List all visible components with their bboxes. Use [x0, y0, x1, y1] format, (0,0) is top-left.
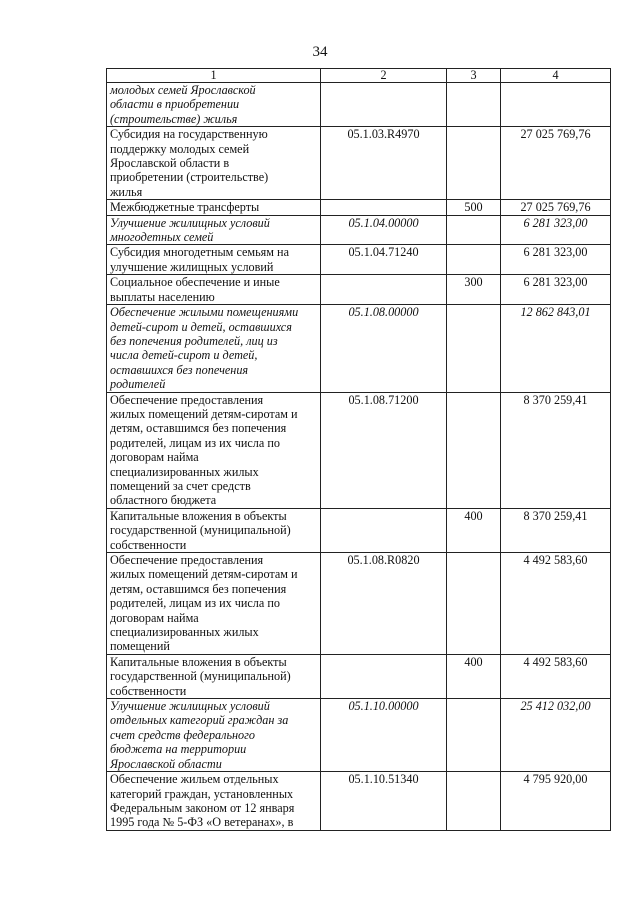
row-name-cell — [107, 127, 321, 200]
row-name-text: Улучшение жилищных условий отдельных категорий граждан за счет средств федерального бюджета на территории Ярославской области — [110, 699, 289, 771]
row-name-cell — [107, 553, 321, 655]
table-row — [107, 553, 611, 655]
row-type-cell — [447, 699, 501, 772]
row-type-cell: 300 — [447, 275, 501, 305]
row-name-text: Обеспечение предоставления жилых помещений детям-сиротам и детям, оставшимся без попечения родителей, лицам из их числа по договорам найма специализированных жилых помещений за счет средств областного бюджета — [110, 392, 298, 508]
column-header-name: 1 — [107, 69, 321, 83]
row-name-text: молодых семей Ярославской области в приобретении (строительстве) жилья — [110, 83, 256, 126]
row-amount-cell: 12 862 843,01 — [501, 305, 611, 392]
row-name-text: Капитальные вложения в объекты государственной (муниципальной) собственности — [110, 654, 291, 698]
row-code-cell: 05.1.08.71200 — [321, 392, 447, 508]
table-row — [107, 200, 611, 215]
row-name-text: Капитальные вложения в объекты государственной (муниципальной) собственности — [110, 508, 291, 552]
row-name-cell — [107, 305, 321, 392]
table-row — [107, 275, 611, 305]
row-code-cell — [321, 83, 447, 127]
row-name-text: Обеспечение жильем отдельных категорий граждан, установленных Федеральным законом от 12 января 1995 года № 5-ФЗ «О ветеранах», в — [110, 772, 295, 830]
row-amount-cell: 4 795 920,00 — [501, 772, 611, 831]
row-type-cell — [447, 305, 501, 392]
row-type-cell: 400 — [447, 654, 501, 698]
table-row — [107, 392, 611, 508]
row-type-cell — [447, 772, 501, 831]
table-row — [107, 245, 611, 275]
row-code-cell — [321, 508, 447, 552]
row-name-cell — [107, 508, 321, 552]
row-amount-cell — [501, 83, 611, 127]
row-type-cell — [447, 553, 501, 655]
row-name-cell — [107, 392, 321, 508]
row-name-cell — [107, 215, 321, 245]
row-type-cell: 400 — [447, 508, 501, 552]
row-amount-cell: 8 370 259,41 — [501, 392, 611, 508]
row-code-cell — [321, 654, 447, 698]
row-name-text: Субсидия многодетным семьям на улучшение жилищных условий — [110, 245, 289, 274]
row-code-cell: 05.1.04.71240 — [321, 245, 447, 275]
row-name-cell — [107, 772, 321, 831]
row-amount-cell: 6 281 323,00 — [501, 245, 611, 275]
table-row — [107, 699, 611, 772]
row-name-text: Субсидия на государственную поддержку молодых семей Ярославской области в приобретении (строительстве) жилья — [110, 127, 269, 199]
row-type-cell — [447, 245, 501, 275]
row-amount-cell: 27 025 769,76 — [501, 200, 611, 215]
column-header-code: 2 — [321, 69, 447, 83]
row-type-cell: 500 — [447, 200, 501, 215]
page-number: 34 — [312, 44, 328, 60]
table-row — [107, 654, 611, 698]
row-name-cell — [107, 699, 321, 772]
row-amount-cell: 27 025 769,76 — [501, 127, 611, 200]
row-type-cell — [447, 83, 501, 127]
row-name-cell — [107, 200, 321, 215]
column-header-type: 3 — [447, 69, 501, 83]
row-name-cell — [107, 275, 321, 305]
row-code-cell — [321, 275, 447, 305]
row-amount-cell: 25 412 032,00 — [501, 699, 611, 772]
row-type-cell — [447, 127, 501, 200]
row-type-cell — [447, 215, 501, 245]
row-code-cell: 05.1.04.00000 — [321, 215, 447, 245]
table-row — [107, 127, 611, 200]
budget-table — [106, 68, 611, 831]
row-name-text: Улучшение жилищных условий многодетных семей — [110, 215, 270, 245]
row-code-cell: 05.1.08.R0820 — [321, 553, 447, 655]
row-name-text: Обеспечение жилыми помещениями детей-сирот и детей, оставшихся без попечения родителей, лиц из числа детей-сирот и детей, оставшихся без попечения родителей — [110, 305, 299, 392]
row-code-cell: 05.1.03.R4970 — [321, 127, 447, 200]
row-amount-cell: 6 281 323,00 — [501, 275, 611, 305]
row-amount-cell: 4 492 583,60 — [501, 654, 611, 698]
table-row — [107, 508, 611, 552]
row-name-text: Межбюджетные трансферты — [110, 200, 260, 215]
row-name-text: Социальное обеспечение и иные выплаты населению — [110, 275, 280, 304]
column-header-amount: 4 — [501, 69, 611, 83]
table-row — [107, 83, 611, 127]
row-name-cell — [107, 83, 321, 127]
table-row — [107, 772, 611, 831]
row-code-cell: 05.1.10.51340 — [321, 772, 447, 831]
table-row — [107, 305, 611, 392]
row-amount-cell: 4 492 583,60 — [501, 553, 611, 655]
row-code-cell — [321, 200, 447, 215]
table-row — [107, 215, 611, 245]
row-code-cell: 05.1.08.00000 — [321, 305, 447, 392]
row-name-text: Обеспечение предоставления жилых помещений детям-сиротам и детям, оставшимся без попечения родителей, лицам из их числа по договорам найма специализированных жилых помещений — [110, 553, 298, 654]
row-amount-cell: 8 370 259,41 — [501, 508, 611, 552]
row-name-cell — [107, 245, 321, 275]
row-name-cell — [107, 654, 321, 698]
table-header-row — [107, 69, 611, 83]
row-code-cell: 05.1.10.00000 — [321, 699, 447, 772]
row-amount-cell: 6 281 323,00 — [501, 215, 611, 245]
row-type-cell — [447, 392, 501, 508]
